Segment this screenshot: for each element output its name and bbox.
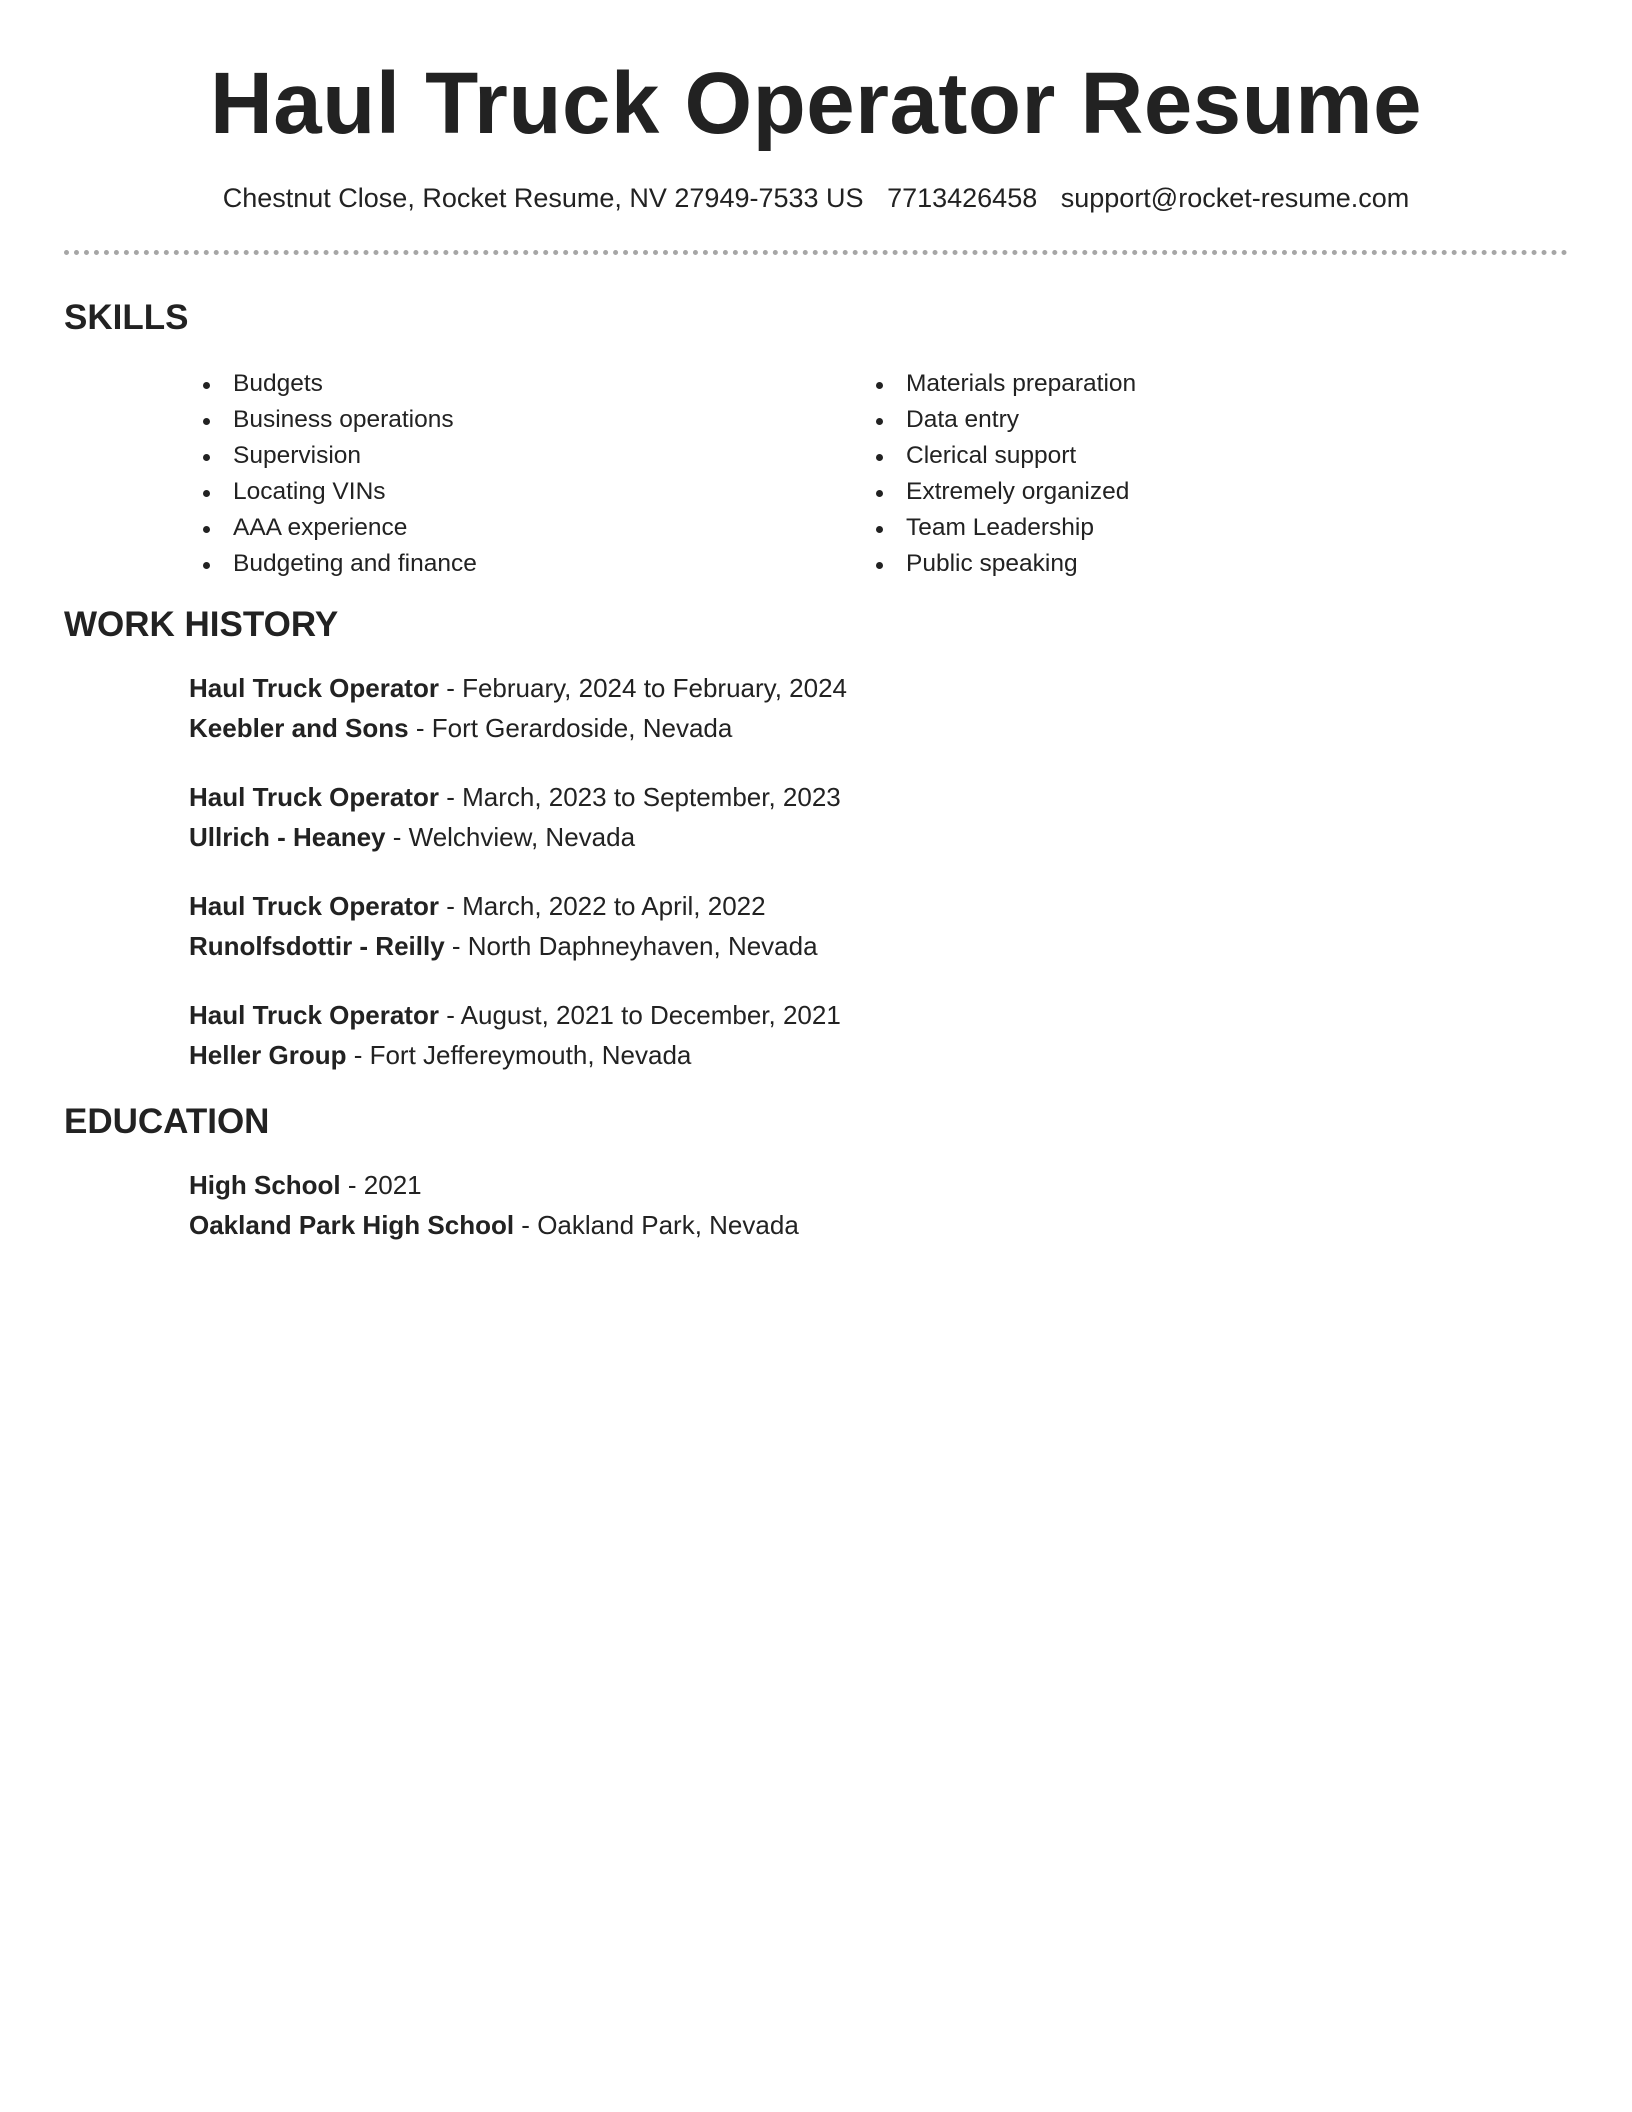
job-location: North Daphneyhaven, Nevada	[467, 931, 818, 961]
job-title: Haul Truck Operator	[189, 891, 439, 921]
skill-item: Materials preparation	[876, 366, 1136, 402]
skill-item: Data entry	[876, 402, 1136, 438]
job-location: Fort Jeffereymouth, Nevada	[369, 1040, 692, 1070]
job-title-line: Haul Truck Operator - August, 2021 to December, 2021	[189, 1000, 841, 1030]
skill-item: Public speaking	[876, 546, 1136, 582]
job-company: Ullrich - Heaney	[189, 822, 386, 852]
job-dates: August, 2021 to December, 2021	[460, 1000, 841, 1030]
job-title-line: Haul Truck Operator - March, 2023 to September, 2023	[189, 782, 841, 812]
skill-item: Team Leadership	[876, 510, 1136, 546]
contact-line	[0, 180, 1632, 216]
contact-email: support@rocket-resume.com	[1060, 183, 1410, 213]
work-history-heading: WORK HISTORY	[64, 605, 339, 644]
job-dates: February, 2024 to February, 2024	[462, 673, 847, 703]
job-title-line: Haul Truck Operator - March, 2022 to April, 2022	[189, 891, 766, 921]
skill-item: Budgeting and finance	[203, 546, 477, 582]
job-title-line: Haul Truck Operator - February, 2024 to February, 2024	[189, 673, 847, 703]
skill-item: Clerical support	[876, 438, 1136, 474]
job-entry	[189, 668, 847, 748]
job-company-line: Keebler and Sons - Fort Gerardoside, Nevada	[189, 713, 733, 743]
skill-item: Business operations	[203, 402, 477, 438]
job-company-line: Runolfsdottir - Reilly - North Daphneyhaven, Nevada	[189, 931, 818, 961]
job-entry	[189, 995, 841, 1075]
skill-item: Locating VINs	[203, 474, 477, 510]
school-name: Oakland Park High School	[189, 1210, 515, 1240]
job-entry	[189, 777, 841, 857]
job-title: Haul Truck Operator	[189, 782, 439, 812]
resume-title: Haul Truck Operator Resume	[209, 55, 1423, 152]
skills-list-left	[203, 366, 477, 582]
graduation-year: 2021	[363, 1170, 422, 1200]
school-line: Oakland Park High School - Oakland Park, Nevada	[189, 1210, 799, 1240]
skill-item: AAA experience	[203, 510, 477, 546]
job-title: Haul Truck Operator	[189, 1000, 439, 1030]
education-heading: EDUCATION	[64, 1102, 270, 1141]
job-company: Runolfsdottir - Reilly	[189, 931, 445, 961]
job-company-line: Heller Group - Fort Jeffereymouth, Nevada	[189, 1040, 692, 1070]
skill-item: Extremely organized	[876, 474, 1136, 510]
job-company: Heller Group	[189, 1040, 347, 1070]
degree: High School	[189, 1170, 341, 1200]
job-dates: March, 2023 to September, 2023	[462, 782, 841, 812]
skills-list-right	[876, 366, 1136, 582]
contact-address: Chestnut Close, Rocket Resume, NV 27949-7533 US	[222, 183, 864, 213]
skills-heading: SKILLS	[64, 298, 189, 337]
job-company-line: Ullrich - Heaney - Welchview, Nevada	[189, 822, 636, 852]
job-company: Keebler and Sons	[189, 713, 409, 743]
job-dates: March, 2022 to April, 2022	[462, 891, 766, 921]
contact-phone: 7713426458	[887, 183, 1038, 213]
degree-line: High School - 2021	[189, 1170, 422, 1200]
job-location: Fort Gerardoside, Nevada	[431, 713, 733, 743]
job-title: Haul Truck Operator	[189, 673, 439, 703]
school-location: Oakland Park, Nevada	[537, 1210, 799, 1240]
skill-item: Budgets	[203, 366, 477, 402]
skill-item: Supervision	[203, 438, 477, 474]
header-divider	[64, 250, 1568, 255]
job-entry	[189, 886, 818, 966]
job-location: Welchview, Nevada	[408, 822, 636, 852]
education-entry	[189, 1165, 799, 1245]
